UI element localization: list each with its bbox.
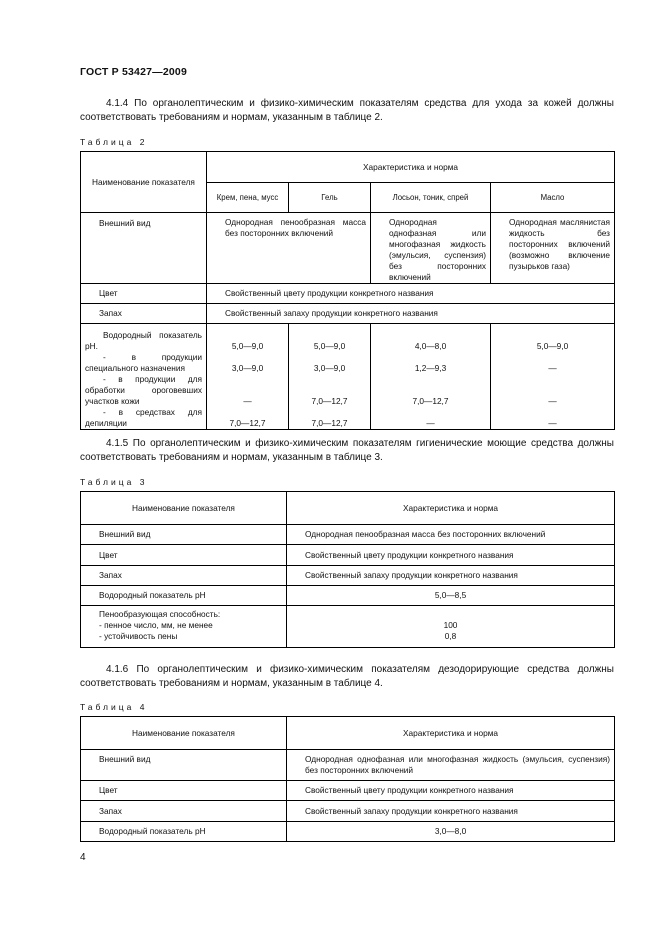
ph-value: 5,0—9,0 — [313, 341, 346, 351]
foam-number-value: 100 — [443, 620, 458, 630]
table-3-cell: Свойственный запаху продукции конкретного названия — [287, 566, 615, 586]
table-2-label: Таблица 2 — [80, 137, 148, 147]
ph-col-gel — [289, 324, 371, 430]
ph-value: 3,0—9,0 — [231, 363, 264, 373]
table-2-ph-name-cell — [81, 324, 207, 430]
ph-value: 7,0—12,7 — [229, 418, 266, 428]
paragraph-4-1-4 — [80, 97, 614, 125]
ph-col-cream — [207, 324, 289, 430]
ph-col-oil — [491, 324, 615, 430]
ph-title: Водородный показатель рН. — [85, 330, 202, 351]
table-3-cell: 5,0—8,5 — [287, 586, 615, 606]
table-3-header-name: Наименование показателя — [81, 492, 287, 525]
ph-value: 3,0—9,0 — [313, 363, 346, 373]
ph-col-lotion — [371, 324, 491, 430]
ph-value: — — [426, 418, 435, 428]
document-header: ГОСТ Р 53427—2009 — [80, 66, 188, 78]
table-4-cell: Однородная однофазная или многофазная жидкость (эмульсия, суспензия) без посторонних включений — [287, 750, 615, 781]
table-2 — [80, 151, 615, 430]
table-2-header-char: Характеристика и норма — [207, 152, 615, 183]
table-3-row-name: Водородный показатель рН — [81, 586, 287, 606]
paragraph-4-1-6 — [80, 663, 614, 691]
ph-value: 7,0—12,7 — [311, 396, 348, 406]
paragraph-4-1-6-text: 4.1.6 По органолептическим и физико-химическим показателям дезодорирующие средства должны соответствовать требованиям и нормам, указанным в таблице 4. — [80, 664, 614, 689]
table-3-cell: Однородная пенообразная масса без посторонних включений — [287, 525, 615, 545]
ph-value: 1,2—9,3 — [414, 363, 447, 373]
table-2-cell: Свойственный цвету продукции конкретного названия — [207, 284, 615, 304]
table-4-label: Таблица 4 — [80, 702, 148, 712]
table-2-subheader: Масло — [491, 183, 615, 213]
table-2-subheader: Гель — [289, 183, 371, 213]
ph-value: — — [548, 418, 557, 428]
table-4-cell: Свойственный цвету продукции конкретного названия — [287, 781, 615, 801]
table-2-header-name: Наименование показателя — [81, 152, 207, 213]
table-2-subheader: Крем, пена, мусс — [207, 183, 289, 213]
table-3-cell: Свойственный цвету продукции конкретного названия — [287, 545, 615, 566]
paragraph-4-1-4-text: 4.1.4 По органолептическим и физико-химическим показателям средства для ухода за кожей должны соответствовать требованиям и нормам, указанным в таблице 2. — [80, 98, 614, 123]
ph-special: - в продукции специального назначения — [85, 352, 202, 373]
table-4-header-char: Характеристика и норма — [287, 717, 615, 750]
table-2-row-name: Запах — [81, 304, 207, 324]
table-3-foam-value-cell — [287, 606, 615, 648]
table-2-row-name: Цвет — [81, 284, 207, 304]
table-2-subheader: Лосьон, тоник, спрей — [371, 183, 491, 213]
foam-stability-value: 0,8 — [444, 631, 457, 641]
paragraph-4-1-5-text: 4.1.5 По органолептическим и физико-химическим показателям гигиенические моющие средства должны соответствовать требованиям и нормам, указанным в таблице 3. — [80, 438, 614, 463]
table-4-row-name: Водородный показатель рН — [81, 822, 287, 842]
ph-value: — — [548, 396, 557, 406]
table-3-foam-name-cell — [81, 606, 287, 648]
ph-depilation: - в средствах для депиляции — [85, 407, 202, 428]
ph-keratin: - в продукции для обработки ороговевших участков кожи — [85, 374, 202, 406]
table-3-row-name: Внешний вид — [81, 525, 287, 545]
table-4-cell: Свойственный запаху продукции конкретного названия — [287, 801, 615, 822]
table-2-cell: Однородная пенообразная масса без посторонних включений — [207, 213, 371, 284]
table-4-cell: 3,0—8,0 — [287, 822, 615, 842]
table-4-row-name: Внешний вид — [81, 750, 287, 781]
paragraph-4-1-5 — [80, 437, 614, 465]
table-2-cell: Однородная маслянистая жидкость без посторонних включений (возможно включение пузырьков газа) — [491, 213, 615, 284]
ph-value: 7,0—12,7 — [412, 396, 449, 406]
table-2-cell: Свойственный запаху продукции конкретного названия — [207, 304, 615, 324]
foam-stability: - устойчивость пены — [99, 631, 178, 641]
table-3-row-name: Запах — [81, 566, 287, 586]
ph-value: 5,0—9,0 — [231, 341, 264, 351]
table-2-cell: Однородная однофазная или многофазная жидкость (эмульсия, суспензия) без посторонних включений — [371, 213, 491, 284]
table-3 — [80, 491, 615, 648]
table-4-row-name: Цвет — [81, 781, 287, 801]
ph-value: 7,0—12,7 — [311, 418, 348, 428]
ph-value: — — [243, 396, 252, 406]
ph-value: — — [548, 363, 557, 373]
table-3-row-name: Цвет — [81, 545, 287, 566]
table-3-header-char: Характеристика и норма — [287, 492, 615, 525]
table-4-header-name: Наименование показателя — [81, 717, 287, 750]
table-3-label: Таблица 3 — [80, 477, 148, 487]
table-2-row-name: Внешний вид — [81, 213, 207, 284]
foam-number: - пенное число, мм, не менее — [99, 620, 213, 630]
ph-value: 5,0—9,0 — [536, 341, 569, 351]
table-4 — [80, 716, 615, 842]
table-4-row-name: Запах — [81, 801, 287, 822]
ph-value: 4,0—8,0 — [414, 341, 447, 351]
page-number: 4 — [80, 852, 86, 863]
foam-title: Пенообразующая способность: — [99, 609, 221, 619]
